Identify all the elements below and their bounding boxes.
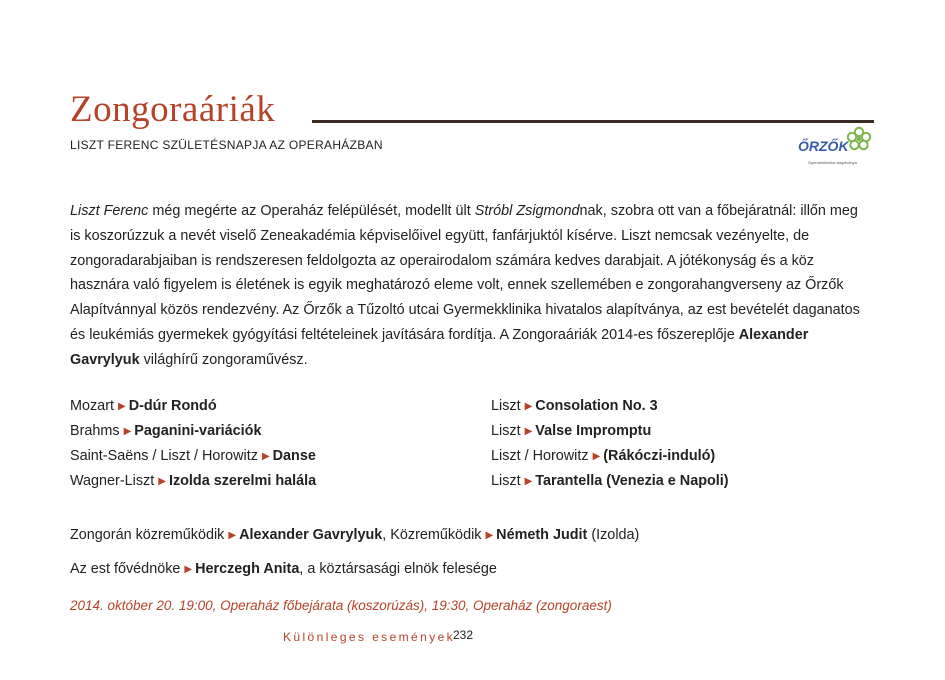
program-work: Tarantella (Venezia e Napoli)	[535, 473, 729, 489]
patron-name: Herczegh Anita	[195, 561, 300, 577]
intro-name-liszt: Liszt Ferenc	[70, 203, 149, 219]
pianist-name: Alexander Gavrylyuk	[239, 527, 383, 543]
program-list-right	[491, 394, 729, 494]
play-arrow-icon: ▶	[524, 401, 533, 412]
intro-text-2: nak, szobra ott van a főbejáratnál: illőn meg is koszorúzzuk a nevét viselő Zeneakadémia képviselőivel együtt, fanfárjuktól kísérve. Liszt nemcsak vezényelte, de zongoradarabjaiban is rendszeresen feldolgozta az operairodalom számára kedves darabjait. A jótékonyság és a köz hasznára való figyelem is életének is egyik meghatározó eleme volt, ennek szellemében e zongorahangverseny az Őrzők Alapítvánnyal közös rendezvény. Az Őrzők a Tűzoltó utcai Gyermekklinika hivatalos alapítványa, az est bevételét daganatos és leukémiás gyermekek gyógyítási feltételeinek javítására fordítja. A Zongoraáriák 2014-es főszereplője	[70, 203, 860, 343]
play-arrow-icon: ▶	[158, 476, 166, 487]
logo-wordmark: ŐRZŐK	[798, 138, 849, 154]
guest-label: Közreműködik	[390, 527, 482, 543]
program-work: Paganini-variációk	[134, 423, 262, 439]
logo-tagline: Gyermekklinika alapítványa	[808, 160, 857, 165]
intro-name-strobl: Stróbl Zsigmond	[474, 203, 580, 219]
play-arrow-icon: ▶	[592, 451, 601, 462]
intro-text-1: még megérte az Operaház felépülését, modellt ült	[148, 203, 475, 219]
play-arrow-icon: ▶	[117, 401, 126, 412]
intro-paragraph	[70, 199, 870, 373]
program-item	[491, 394, 729, 419]
program-item	[70, 394, 316, 419]
program-composer: Brahms	[70, 423, 120, 439]
page-number: 232	[453, 628, 474, 642]
program-work: Izolda szerelmi halála	[168, 473, 317, 489]
intro-name-gavrylyuk: Alexander Gavrylyuk	[70, 326, 809, 368]
guest-name: Németh Judit	[496, 527, 588, 543]
program-composer: Liszt	[491, 398, 521, 414]
play-arrow-icon: ▶	[524, 426, 533, 437]
play-arrow-icon: ▶	[228, 530, 237, 541]
play-arrow-icon: ▶	[261, 451, 270, 462]
program-work: Valse Impromptu	[535, 423, 652, 439]
footer-section-label: Különleges események	[283, 630, 456, 644]
program-list-left	[70, 394, 316, 494]
patron-role: , a köztársasági elnök felesége	[299, 561, 497, 577]
flower-logo-icon	[846, 126, 872, 152]
program-composer: Liszt	[491, 473, 521, 489]
program-work: (Rákóczi-induló)	[603, 448, 716, 464]
program-composer: Liszt	[491, 423, 521, 439]
program-work: Consolation No. 3	[535, 398, 658, 414]
program-composer: Liszt / Horowitz	[491, 448, 589, 464]
page-title: Zongoraáriák	[70, 89, 276, 130]
patron-label: Az est fővédnöke	[70, 561, 181, 577]
program-item	[491, 419, 729, 444]
program-item	[491, 444, 729, 469]
performers-line	[70, 527, 639, 543]
program-composer: Saint-Saëns / Liszt / Horowitz	[70, 448, 258, 464]
credit-separator: ,	[382, 527, 391, 543]
program-item	[491, 469, 729, 494]
program-composer: Mozart	[70, 398, 114, 414]
program-item	[70, 469, 316, 494]
program-work: Danse	[272, 448, 316, 464]
program-item	[70, 444, 316, 469]
program-work: D-dúr Rondó	[128, 398, 217, 414]
play-arrow-icon: ▶	[485, 530, 494, 541]
piano-label: Zongorán közreműködik	[70, 527, 225, 543]
play-arrow-icon: ▶	[184, 564, 193, 575]
program-composer: Wagner-Liszt	[70, 473, 155, 489]
guest-role: (Izolda)	[587, 527, 640, 543]
intro-text-3: világhírű zongoraművész.	[139, 351, 308, 368]
program-item	[70, 419, 316, 444]
title-rule	[312, 120, 874, 123]
event-dateline: 2014. október 20. 19:00, Operaház főbejárata (koszorúzás), 19:30, Operaház (zongoraest)	[70, 598, 612, 613]
orzok-logo	[798, 126, 874, 182]
page-subtitle: LISZT FERENC SZÜLETÉSNAPJA AZ OPERAHÁZBAN	[70, 138, 383, 152]
play-arrow-icon: ▶	[524, 476, 533, 487]
play-arrow-icon: ▶	[123, 426, 132, 437]
patron-line	[70, 561, 497, 577]
